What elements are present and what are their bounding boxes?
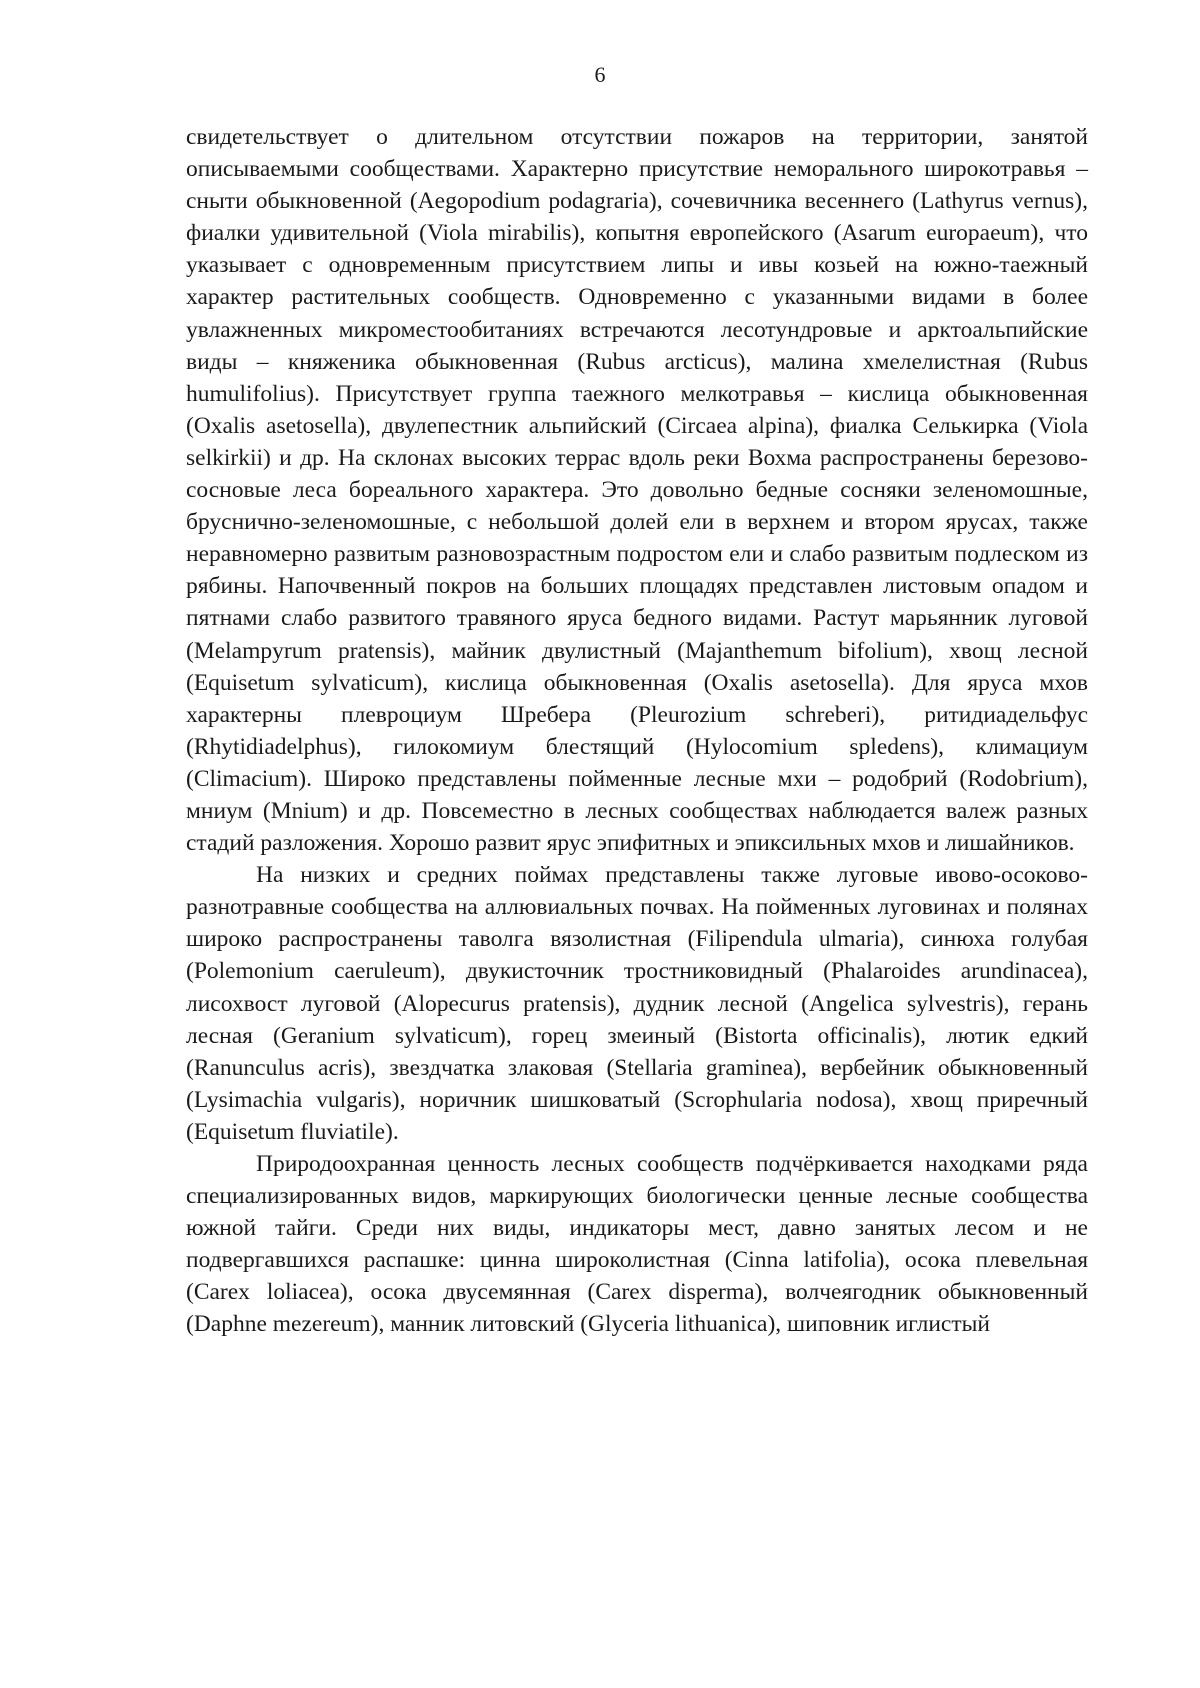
paragraph-continuation: свидетельствует о длительном отсутствии пожаров на территории, занятой описываемыми сообществами. Характерно присутствие неморального широкотравья – сныти обыкновенной (Aegopodium podagraria), сочевичника весеннего (Lathyrus vernus), фиалки удивительной (Viola mirabilis), копытня европейского (Asarum europaeum), что указывает с одновременным присутствием липы и ивы козьей на южно-таежный характер растительных сообществ. Одновременно с указанными видами в более увлажненных микроместообитаниях встречаются лесотундровые и арктоальпийские виды – княженика обыкновенная (Rubus arcticus), малина хмелелистная (Rubus humulifolius). Присутствует группа таежного мелкотравья – кислица обыкновенная (Oxalis asetosella), двулепестник альпийский (Circaea alpina), фиалка Селькирка (Viola selkirkii) и др. На склонах высоких террас вдоль реки Вохма распространены березово-сосновые леса бореального характера. Это довольно бедные сосняки зеленомошные, бруснично-зеленомошные, с небольшой долей ели в верхнем и втором ярусах, также неравномерно развитым разновозрастным подростом ели и слабо развитым подлеском из рябины. Напочвенный покров на больших площадях представлен листовым опадом и пятнами слабо развитого травяного яруса бедного видами. Растут марьянник луговой (Melampyrum pratensis), майник двулистный (Majanthemum bifolium), хвощ лесной (Equisetum sylvaticum), кислица обыкновенная (Oxalis asetosella). Для яруса мхов характерны плевроциум Шребера (Pleurozium schreberi), ритидиадельфус (Rhytidiadelphus), гилокомиум блестящий (Hylocomium spledens), климациум (Climacium). Широко представлены пойменные лесные мхи – родобрий (Rodobrium), мниум (Mnium) и др. Повсеместно в лесных сообществах наблюдается валеж разных стадий разложения. Хорошо развит ярус эпифитных и эпиксильных мхов и лишайников. (186, 124, 1088, 857)
paragraph-floodplain-meadows: На низких и средних поймах представлены также луговые ивово-осоково-разнотравные сообщества на аллювиальных почвах. На пойменных луговинах и полянах широко распространены таволга вязолистная (Filipendula ulmaria), синюха голубая (Polemonium caeruleum), двукисточник тростниковидный (Phalaroides arundinacea), лисохвост луговой (Alopecurus pratensis), дудник лесной (Angelica sylvestris), герань лесная (Geranium sylvaticum), горец змеиный (Bistorta officinalis), лютик едкий (Ranunculus acris), звездчатка злаковая (Stellaria graminea), вербейник обыкновенный (Lysimachia vulgaris), норичник шишковатый (Scrophularia nodosa), хвощ приречный (Equisetum fluviatile). (186, 862, 1088, 1145)
page-number: 6 (594, 62, 606, 87)
document-body (186, 121, 1088, 1341)
paragraph-conservation-value: Природоохранная ценность лесных сообществ подчёркивается находками ряда специализированных видов, маркирующих биологически ценные лесные сообщества южной тайги. Среди них виды, индикаторы мест, давно занятых лесом и не подвергавшихся распашке: цинна широколистная (Cinna latifolia), осока плевельная (Carex loliacea), осока двусемянная (Carex disperma), волчеягодник обыкновенный (Daphne mezereum), манник литовский (Glyceria lithuanica), шиповник иглистый (186, 1151, 1088, 1338)
